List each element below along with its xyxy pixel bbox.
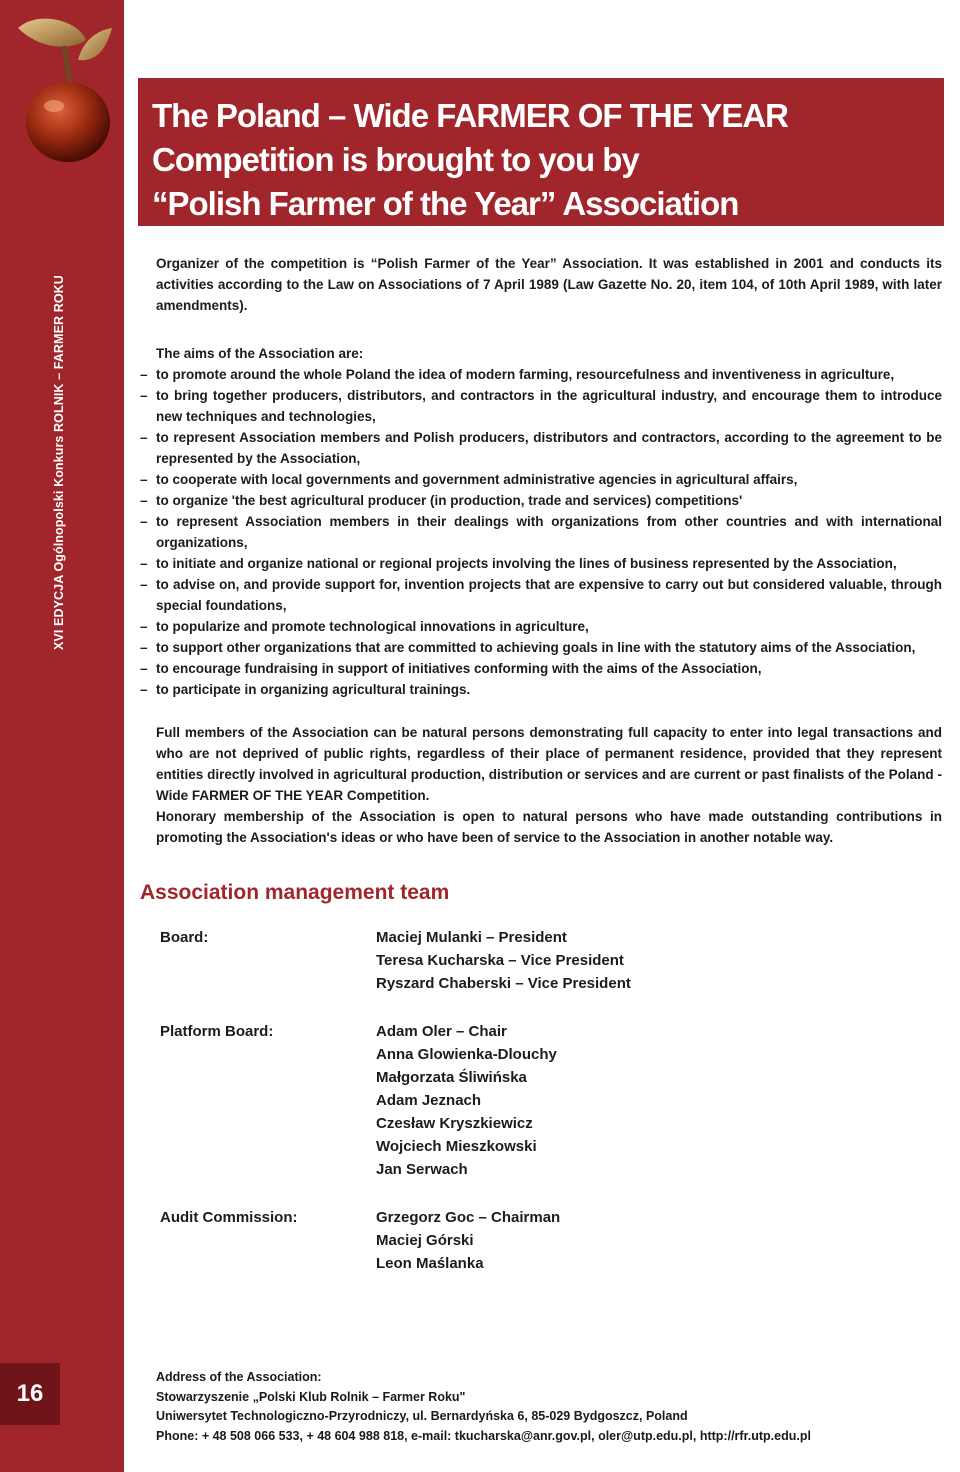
address-line: Uniwersytet Technologiczno-Przyrodniczy, ul. Bernardyńska 6, 85-029 Bydgoszcz, Poland <box>156 1409 688 1423</box>
aim-item: – to promote around the whole Poland the idea of modern farming, resourcefulness and inventiveness in agriculture, <box>140 364 942 385</box>
board-label: Board: <box>160 929 209 946</box>
aim-item: – to encourage fundraising in support of initiatives conforming with the aims of the Association, <box>140 658 942 679</box>
aim-item: – to organize 'the best agricultural producer (in production, trade and services) competitions' <box>140 490 942 511</box>
aim-item: – to popularize and promote technological innovations in agriculture, <box>140 616 942 637</box>
address-line: Stowarzyszenie „Polski Klub Rolnik – Farmer Roku" <box>156 1389 466 1404</box>
platform-board-member: Adam Oler – Chair <box>376 1023 507 1040</box>
title-banner <box>138 78 944 226</box>
board-group <box>140 926 942 995</box>
aims-title: The aims of the Association are: <box>156 346 364 361</box>
platform-board-label: Platform Board: <box>160 1023 274 1040</box>
aim-item: – to support other organizations that are committed to achieving goals in line with the statutory aims of the Association, <box>140 637 942 658</box>
board-member: Ryszard Chaberski – Vice President <box>376 975 631 992</box>
platform-board-member: Adam Jeznach <box>376 1092 482 1109</box>
address-title: Address of the Association: <box>156 1370 322 1384</box>
aim-item: – to represent Association members in their dealings with organizations from other countries and with international organizations, <box>140 511 942 553</box>
platform-board-member: Czesław Kryszkiewicz <box>376 1115 533 1132</box>
intro-paragraph: Organizer of the competition is “Polish Farmer of the Year” Association. It was established in 2001 and conducts its activities according to the Law on Associations of 7 April 1989 (Law Gazette No. 20, item 104, of 10th April 1989, with later amendments). <box>156 256 942 313</box>
sidebar <box>0 0 124 1472</box>
title-line-1: The Poland – Wide FARMER OF THE YEAR <box>152 97 788 134</box>
platform-board-member: Wojciech Mieszkowski <box>376 1138 537 1155</box>
audit-commission-label: Audit Commission: <box>160 1209 298 1226</box>
team-section-title: Association management team <box>140 881 450 904</box>
management-team <box>140 926 942 1275</box>
platform-board-member: Małgorzata Śliwińska <box>376 1069 527 1086</box>
page-number: 16 <box>0 1363 60 1425</box>
platform-board-member: Anna Glowienka-Dlouchy <box>376 1046 557 1063</box>
platform-board-member: Jan Serwach <box>376 1161 468 1178</box>
title-line-2: Competition is brought to you by <box>152 141 639 178</box>
aim-item: – to advise on, and provide support for, invention projects that are expensive to carry out but considered valuable, through special foundations, <box>140 574 942 616</box>
audit-member: Maciej Górski <box>376 1232 474 1249</box>
full-members-paragraph: Full members of the Association can be natural persons demonstrating full capacity to enter into legal transactions and who are not deprived of public rights, regardless of their place of permanent residence, provided that they represent entities directly involved in agricultural production, distribution or services and are current or past finalists of the Poland - Wide FARMER OF THE YEAR Competition. <box>156 725 942 803</box>
edition-vertical-label: XVI EDYCJA Ogólnopolski Konkurs ROLNIK – FARMER ROKU <box>52 275 66 650</box>
board-member: Maciej Mulanki – President <box>376 929 567 946</box>
board-member: Teresa Kucharska – Vice President <box>376 952 624 969</box>
apple-icon <box>8 0 120 180</box>
aim-item: – to represent Association members and Polish producers, distributors and contractors, according to the agreement to be represented by the Association, <box>140 427 942 469</box>
aim-item: – to bring together producers, distributors, and contractors in the agricultural industry, and encourage them to introduce new techniques and technologies, <box>140 385 942 427</box>
audit-commission-group <box>140 1206 942 1275</box>
contact-line: Phone: + 48 508 066 533, + 48 604 988 818, e-mail: tkucharska@anr.gov.pl, oler@utp.edu.pl, http://rfr.utp.edu.pl <box>156 1428 811 1443</box>
association-address <box>156 1368 946 1446</box>
title-line-3: “Polish Farmer of the Year” Association <box>152 185 739 222</box>
aim-item: – to initiate and organize national or regional projects involving the lines of business represented by the Association, <box>140 553 942 574</box>
main-content <box>140 253 942 1300</box>
audit-member: Grzegorz Goc – Chairman <box>376 1209 561 1226</box>
aims-list <box>140 364 942 700</box>
honorary-members-paragraph: Honorary membership of the Association is open to natural persons who have made outstanding contributions in promoting the Association's ideas or who have been of service to the Association in another notable way. <box>156 809 942 845</box>
audit-member: Leon Maślanka <box>376 1255 484 1272</box>
platform-board-group <box>140 1020 942 1181</box>
aim-item: – to cooperate with local governments and government administrative agencies in agricultural affairs, <box>140 469 942 490</box>
aim-item: – to participate in organizing agricultural trainings. <box>140 679 942 700</box>
